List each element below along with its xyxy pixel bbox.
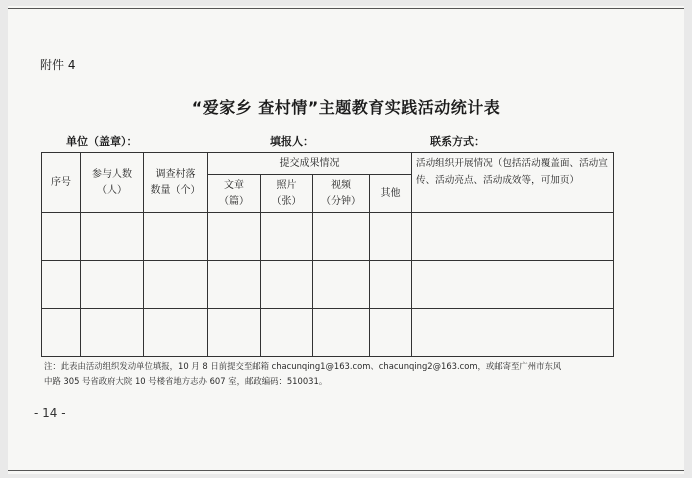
header-photos — [261, 175, 313, 213]
footnote-line-1: 注：此表由活动组织发动单位填报，10 月 8 日前提交至邮箱 chacunqing1@163.com、chacunqing2@163.com，或邮寄至广州市东风 — [44, 361, 562, 371]
header-participants-line1: 参与人数 — [92, 168, 132, 180]
table-cell — [261, 309, 313, 357]
page-title: “爱家乡 查村情”主题教育实践活动统计表 — [191, 98, 501, 117]
header-villages-line2: 数量（个） — [150, 184, 201, 196]
table-cell — [208, 261, 261, 309]
table-cell — [81, 309, 144, 357]
table-cell — [42, 309, 81, 357]
table-cell — [42, 261, 81, 309]
header-articles-line1: 文章 — [224, 179, 244, 191]
table-cell — [208, 309, 261, 357]
contact-label: 联系方式： — [430, 135, 485, 148]
table-cell — [42, 213, 81, 261]
table-cell — [144, 261, 208, 309]
table-cell — [313, 309, 370, 357]
attachment-label: 附件 4 — [40, 58, 76, 72]
header-participants-line2: （人） — [97, 184, 127, 196]
table-cell — [208, 213, 261, 261]
table-cell — [412, 261, 614, 309]
table-cell — [81, 261, 144, 309]
table-cell — [261, 213, 313, 261]
header-videos — [313, 175, 370, 213]
header-photos-line1: 照片 — [276, 179, 297, 191]
top-rule — [8, 8, 684, 9]
table-cell — [370, 213, 412, 261]
table-cell — [412, 309, 614, 357]
statistics-table — [41, 152, 614, 357]
table-row — [42, 309, 614, 357]
header-articles — [208, 175, 261, 213]
table-cell — [313, 261, 370, 309]
page-number: - 14 - — [34, 406, 66, 420]
header-row-1 — [42, 153, 614, 175]
header-villages — [144, 153, 208, 213]
footnote-line-2: 中路 305 号省政府大院 10 号楼省地方志办 607 室，邮政编码：510031。 — [44, 376, 328, 386]
header-videos-line2: （分钟） — [321, 195, 361, 207]
filler-label: 填报人： — [270, 135, 314, 148]
table-cell — [313, 213, 370, 261]
unit-stamp-label: 单位（盖章）： — [66, 135, 138, 148]
table-row — [42, 213, 614, 261]
table-cell — [370, 261, 412, 309]
header-villages-line1: 调查村落 — [155, 168, 196, 180]
header-photos-line2: （张） — [271, 195, 302, 207]
table-row — [42, 261, 614, 309]
header-articles-line2: （篇） — [219, 195, 249, 207]
header-results: 提交成果情况 — [208, 153, 412, 175]
table-cell — [144, 213, 208, 261]
bottom-rule — [8, 470, 684, 471]
header-videos-line1: 视频 — [331, 179, 351, 191]
table-cell — [261, 261, 313, 309]
header-description: 活动组织开展情况（包括活动覆盖面、活动宣传、活动亮点、活动成效等，可加页） — [412, 153, 614, 213]
header-other: 其他 — [370, 175, 412, 213]
header-participants — [81, 153, 144, 213]
table-cell — [144, 309, 208, 357]
table-cell — [412, 213, 614, 261]
header-seq: 序号 — [42, 153, 81, 213]
table-cell — [81, 213, 144, 261]
table-cell — [370, 309, 412, 357]
